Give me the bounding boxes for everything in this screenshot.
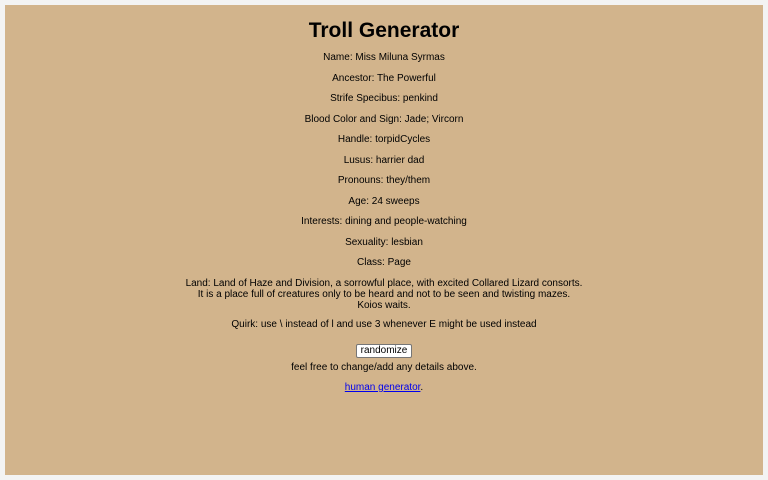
human-generator-row (5, 382, 763, 394)
randomize-button[interactable]: randomize (356, 344, 413, 358)
pronouns-field: Pronouns: they/them (337, 175, 431, 186)
sexuality-field: Sexuality: lesbian (345, 236, 423, 248)
name-field: Name: Miss Miluna Syrmas (323, 52, 445, 63)
lusus-field: Lusus: harrier dad (343, 154, 425, 166)
page-title: Troll Generator (308, 19, 460, 42)
human-generator-link[interactable]: human generator (344, 382, 421, 393)
link-period: . (420, 382, 424, 393)
ancestor-field: Ancestor: The Powerful (332, 72, 436, 84)
edit-note: feel free to change/add any details above. (291, 361, 477, 373)
quirk-field: Quirk: use \ instead of l and use 3 whenever E might be used instead (231, 319, 537, 330)
generator-page (5, 5, 763, 475)
handle-field: Handle: torpidCycles (337, 134, 431, 145)
land-field: Land: Land of Haze and Division, a sorrowful place, with excited Collared Lizard consorts. It is a place full of creatures only to be heard and not to be seen and twisting mazes. Koios waits. (185, 277, 583, 311)
age-field: Age: 24 sweeps (348, 195, 420, 207)
class-field: Class: Page (357, 257, 411, 268)
randomize-button-row (5, 340, 763, 354)
strife-specibus-field: Strife Specibus: penkind (330, 93, 438, 104)
interests-field: Interests: dining and people-watching (301, 216, 467, 227)
blood-color-field: Blood Color and Sign: Jade; Vircorn (304, 113, 464, 125)
